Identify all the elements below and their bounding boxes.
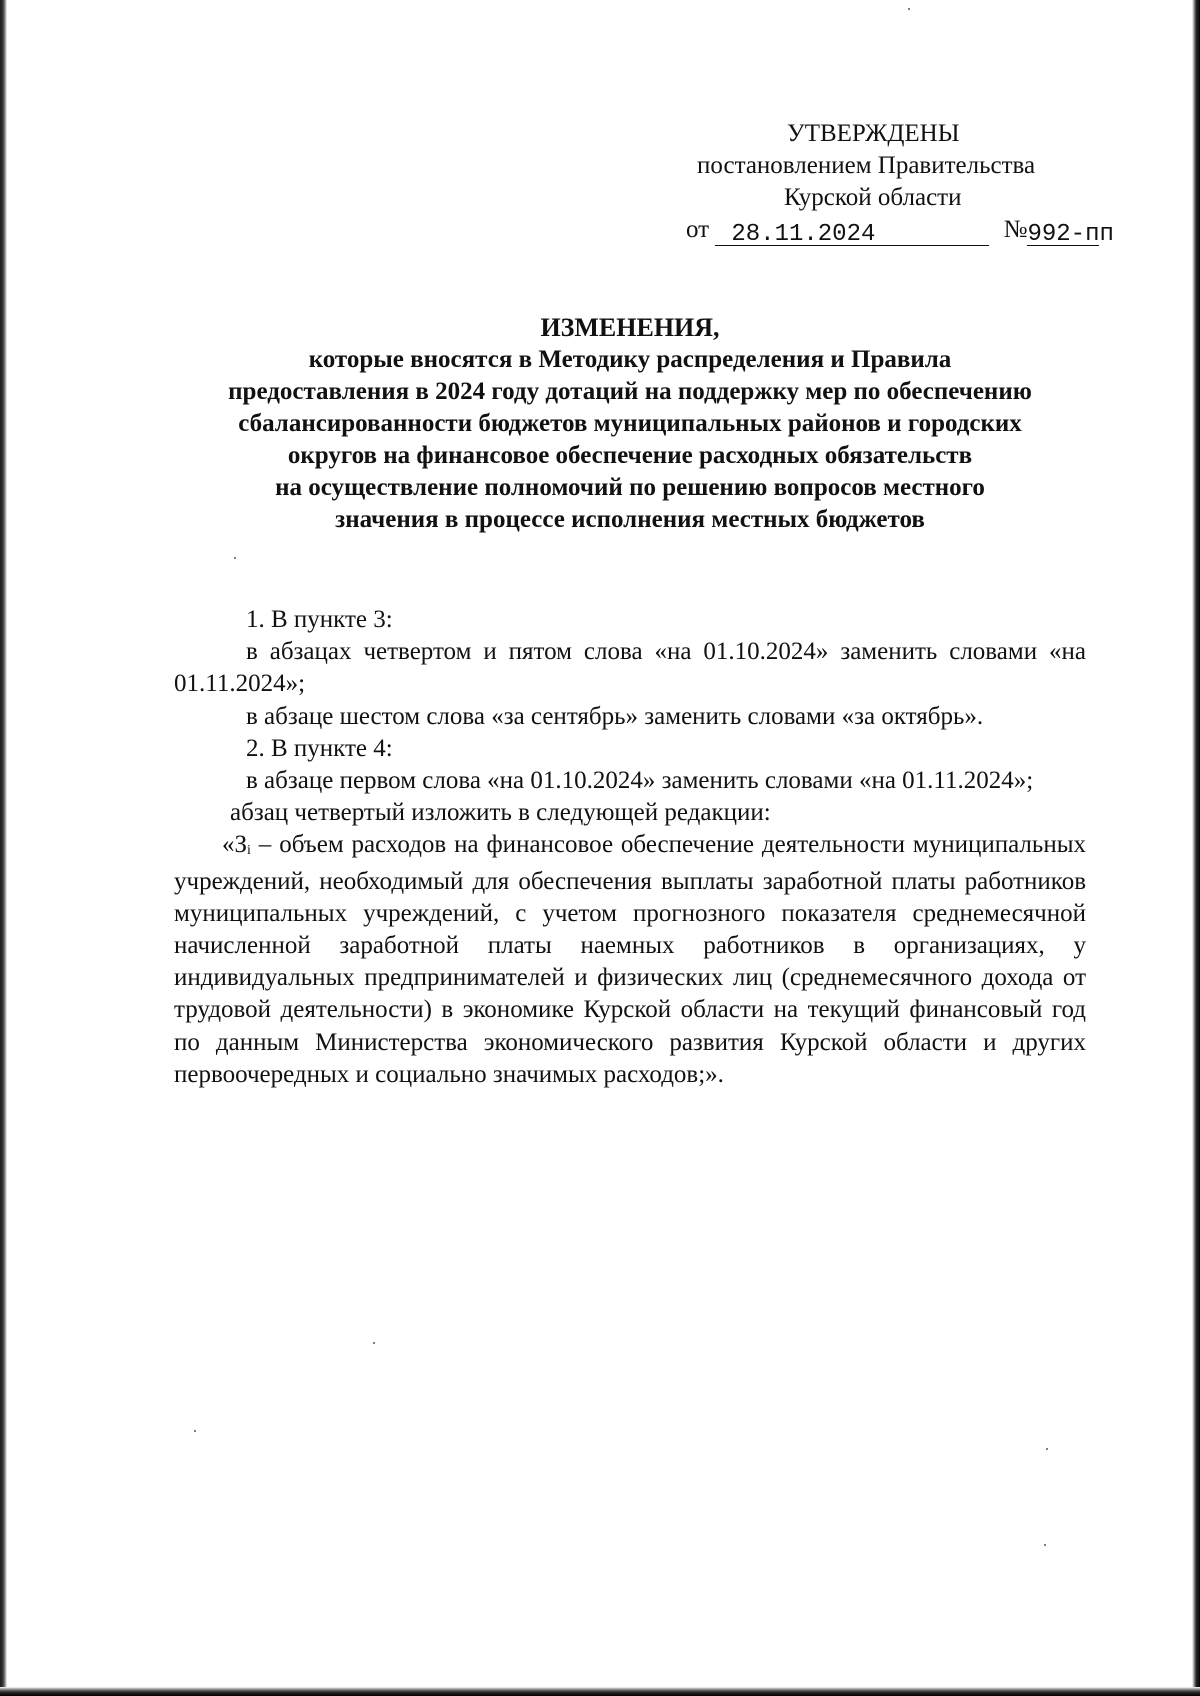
scan-speck: [1046, 1448, 1048, 1450]
title-line: на осуществление полномочий по решению вопросов местного: [275, 474, 985, 501]
paragraph-amend-4: абзац четвертый изложить в следующей редакции:: [230, 799, 771, 827]
title-line: сбалансированности бюджетов муниципальных районов и городских: [238, 410, 1022, 437]
paragraph-amend-3: в абзаце первом слова «на 01.10.2024» заменить словами «на 01.11.2024»;: [246, 767, 1034, 795]
title-line: округов на финансовое обеспечение расходных обязательств: [287, 442, 973, 469]
date-field: [715, 217, 989, 246]
scan-edge-left: [0, 0, 7, 1696]
approval-date-number-line: [686, 214, 1114, 248]
formula-definition: – объем расходов на финансовое обеспечение деятельности муниципальных учреждений, необходимый для обеспечения выплаты заработной платы работников муниципальных учреждений, с учетом прогнозного показателя среднемесячной начисленной заработной платы наемных работников в организациях, у индивидуальных предпринимателей и физических лиц (среднемесячного дохода от трудовой деятельности) в экономике Курской области на текущий финансовый год по данным Министерства экономического развития Курской области и других первоочередных и социально значимых расходов;».: [174, 831, 1086, 1088]
paragraph-item-1: 1. В пункте 3:: [246, 606, 393, 633]
scan-speck: [1044, 1544, 1046, 1546]
document-body: [174, 604, 1086, 1091]
date-prefix: от: [686, 216, 710, 243]
date-value: 28.11.2024: [731, 221, 876, 248]
number-value: 992-пп: [1027, 221, 1114, 248]
title-line: которые вносятся в Методику распределения и Правила: [308, 346, 952, 373]
title-line: значения в процессе исполнения местных бюджетов: [335, 506, 925, 533]
number-prefix: №: [1003, 216, 1028, 243]
scan-speck: [373, 1342, 375, 1344]
scan-edge-bottom: [0, 1687, 1200, 1696]
paragraph-amend-1: в абзацах четвертом и пятом слова «на 01.10.2024» заменить словами «на 01.11.2024»;: [174, 638, 1086, 698]
paragraph-new-wording: [174, 829, 1086, 1091]
approval-region-line: Курской области: [784, 184, 962, 211]
paragraph-item-2: 2. В пункте 4:: [246, 734, 393, 762]
scan-speck: [234, 557, 236, 559]
formula-open: «З: [222, 831, 248, 859]
approval-heading: УТВЕРЖДЕНЫ: [787, 120, 960, 147]
approval-decree-line: постановлением Правительства: [697, 152, 1036, 179]
title-heading: ИЗМЕНЕНИЯ,: [540, 313, 720, 342]
title-line: предоставления в 2024 году дотаций на поддержку мер по обеспечению: [228, 378, 1032, 405]
scan-edge-right: [1192, 0, 1200, 1696]
formula-subscript: i: [247, 843, 251, 859]
scan-speck: [908, 8, 910, 10]
document-title: [170, 312, 1090, 536]
number-field: [1027, 217, 1114, 248]
scan-speck: [194, 1430, 196, 1432]
paragraph-amend-2: в абзаце шестом слова «за сентябрь» заменить словами «за октябрь».: [246, 702, 984, 730]
